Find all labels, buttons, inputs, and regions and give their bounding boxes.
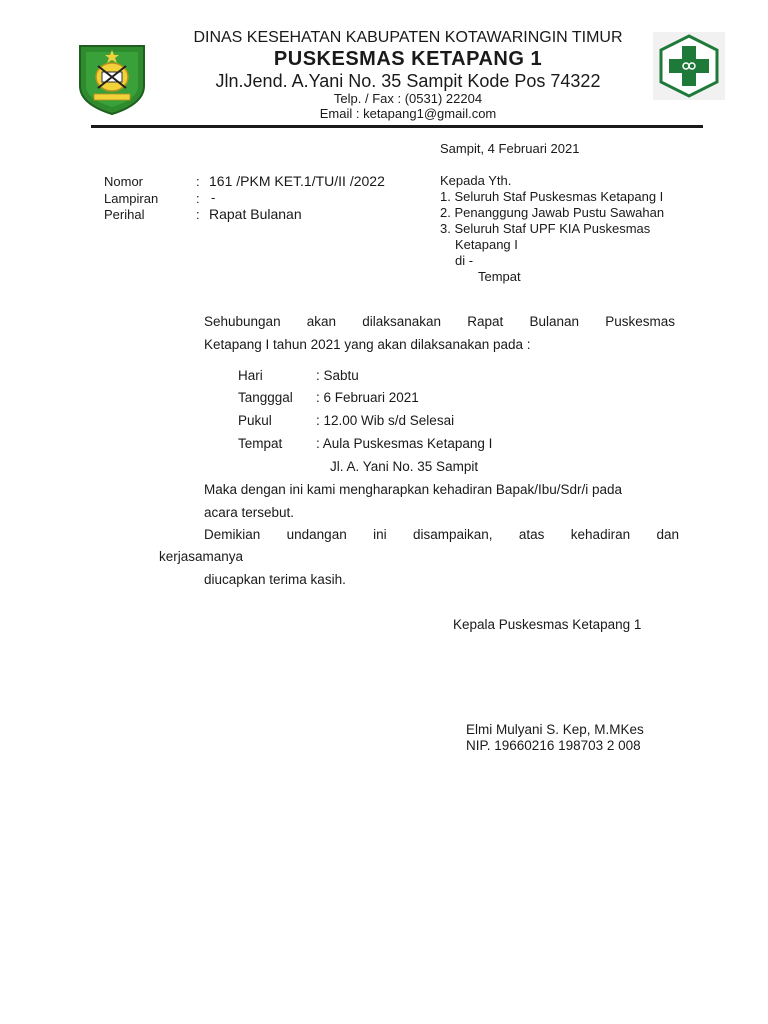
venue-address: Jl. A. Yani No. 35 Sampit — [330, 459, 479, 474]
detail-label: Tempat — [238, 436, 283, 451]
signatory-nip: NIP. 19660216 198703 2 008 — [466, 738, 641, 753]
recipient-item: 3. Seluruh Staf UPF KIA Puskesmas — [440, 221, 651, 236]
meta-colon: : — [196, 191, 200, 206]
detail-label: Pukul — [238, 413, 272, 428]
meta-label: Lampiran — [104, 191, 159, 206]
body-paragraph-line: acara tersebut. — [204, 505, 295, 520]
institution-name: PUSKESMAS KETAPANG 1 — [273, 48, 543, 70]
place-date: Sampit, 4 Februari 2021 — [440, 141, 580, 156]
detail-value: : 6 Februari 2021 — [316, 390, 419, 405]
recipients-intro: Kepada Yth. — [440, 173, 512, 188]
meta-label: Nomor — [104, 174, 144, 189]
recipient-item: 2. Penanggung Jawab Pustu Sawahan — [440, 205, 665, 220]
institution-email: Email : ketapang1@gmail.com — [319, 106, 497, 121]
institution-phone: Telp. / Fax : (0531) 22204 — [333, 91, 483, 106]
signatory-title: Kepala Puskesmas Ketapang 1 — [453, 617, 642, 632]
detail-label: Hari — [238, 368, 263, 383]
recipient-item: 1. Seluruh Staf Puskesmas Ketapang I — [440, 189, 664, 204]
meta-value: 161 /PKM KET.1/TU/II /2022 — [209, 173, 385, 189]
signatory-name: Elmi Mulyani S. Kep, M.MKes — [466, 722, 644, 737]
agency-name: DINAS KESEHATAN KABUPATEN KOTAWARINGIN TIMUR — [193, 29, 623, 46]
body-paragraph-line: Demikian undangan ini disampaikan, atas kehadiran dan — [204, 527, 679, 542]
detail-label: Tangggal — [238, 390, 293, 405]
body-paragraph-line: Ketapang I tahun 2021 yang akan dilaksanakan pada : — [204, 337, 531, 352]
body-paragraph-line: kerjasamanya — [159, 549, 244, 564]
recipient-item-continued: Ketapang I — [455, 237, 518, 252]
meta-value: - — [211, 190, 216, 205]
recipients-di: di - — [455, 253, 474, 268]
meta-colon: : — [196, 174, 200, 189]
letterhead-divider — [91, 125, 703, 128]
meta-colon: : — [196, 207, 200, 222]
detail-value: : 12.00 Wib s/d Selesai — [316, 413, 455, 428]
body-paragraph-line: Sehubungan akan dilaksanakan Rapat Bulanan Puskesmas — [204, 314, 675, 329]
detail-value: : Sabtu — [316, 368, 359, 383]
institution-address: Jln.Jend. A.Yani No. 35 Sampit Kode Pos 74322 — [215, 71, 601, 91]
detail-value: : Aula Puskesmas Ketapang I — [316, 436, 493, 451]
meta-label: Perihal — [104, 207, 145, 222]
body-paragraph-line: Maka dengan ini kami mengharapkan kehadiran Bapak/Ibu/Sdr/i pada — [204, 482, 623, 497]
body-paragraph-line: diucapkan terima kasih. — [204, 572, 346, 587]
recipients-tempat: Tempat — [478, 269, 521, 284]
meta-value: Rapat Bulanan — [209, 206, 302, 222]
